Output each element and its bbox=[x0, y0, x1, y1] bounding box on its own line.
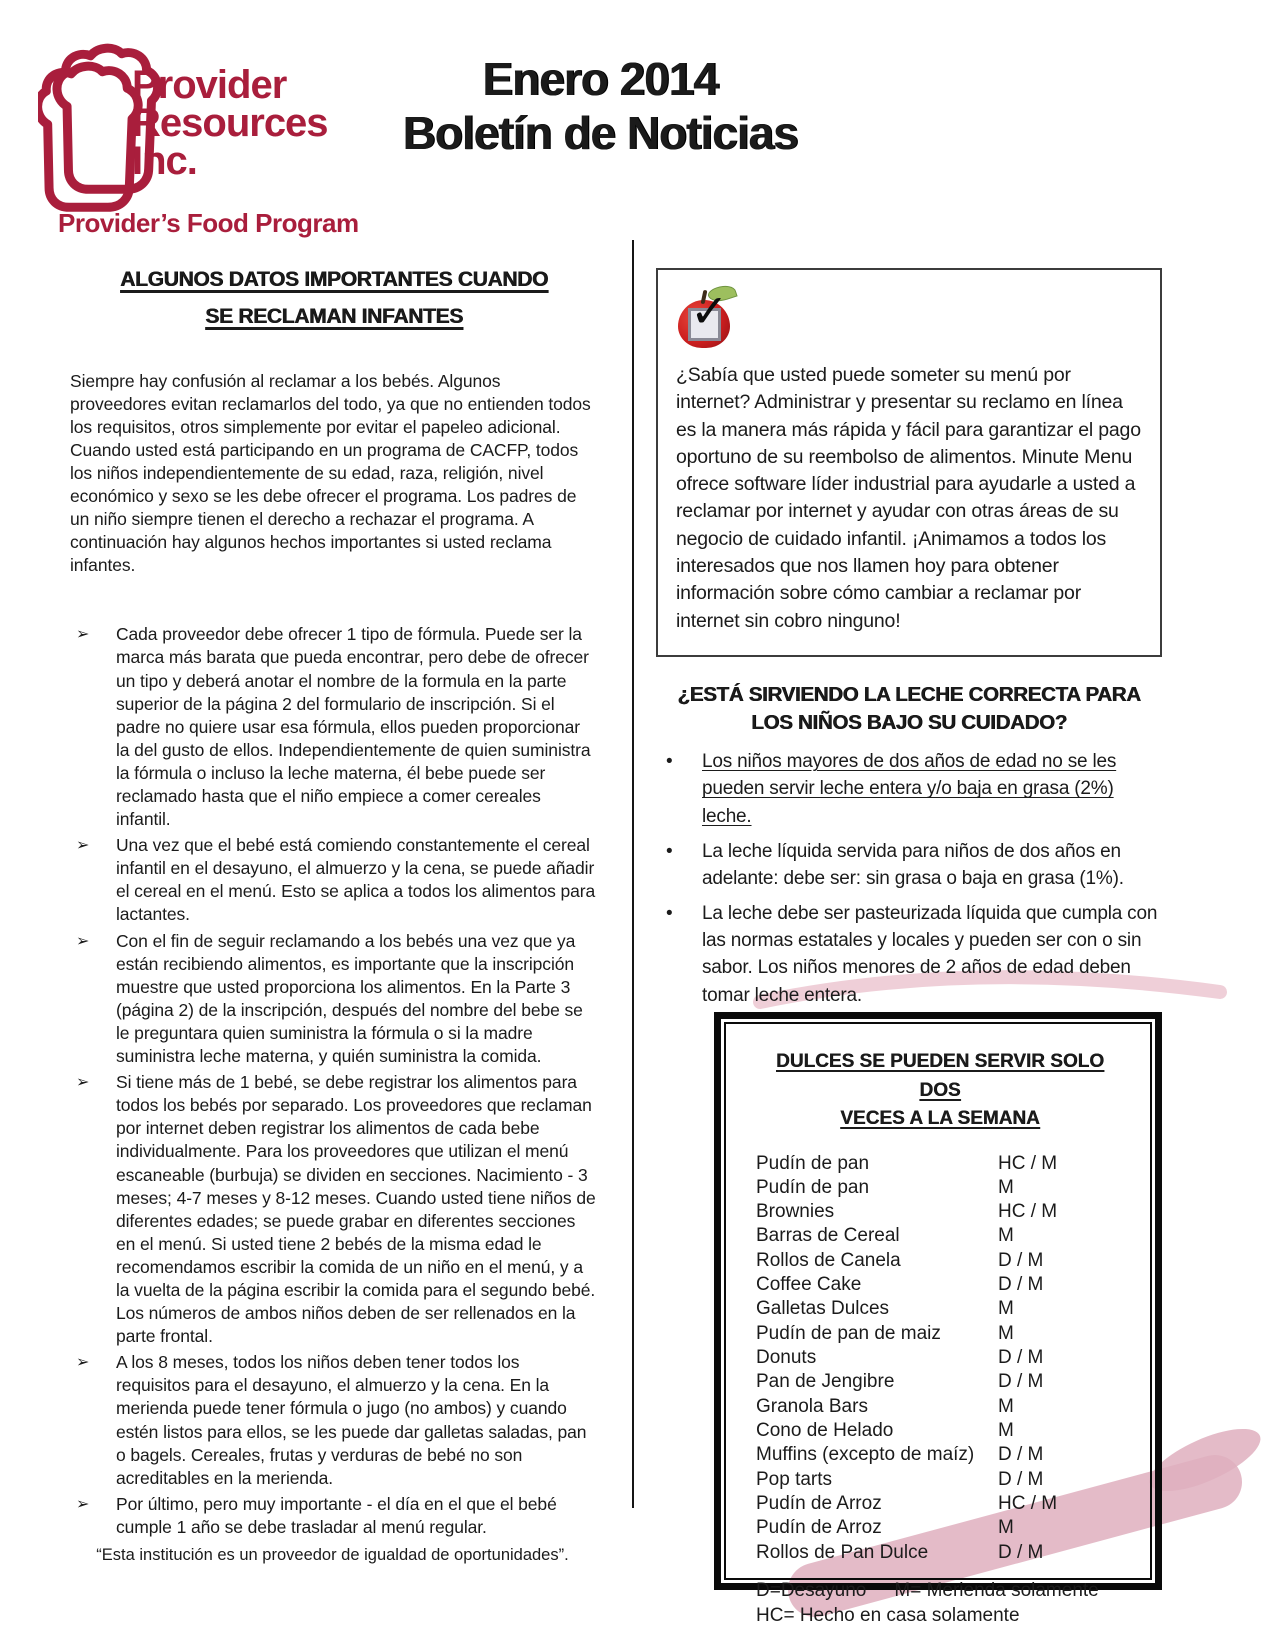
sweets-item-row bbox=[756, 1224, 1124, 1248]
infants-intro-paragraph: Siempre hay confusión al reclamar a los bebés. Algunos proveedores evitan reclamarlos del todo, ya que no entienden todos los requisitos, otros simplemente por evitar el papeleo adicional. Cuando usted está participando en un programa de CACFP, todos los niños independientemente de su edad, raza, religión, nivel económico y sexo se les debe ofrecer el programa. Los padres de un niño siempre tienen el derecho a rechazar el programa. A continuación hay algunos hechos importantes si usted reclama infantes. bbox=[70, 370, 591, 576]
sweets-item-row bbox=[756, 1176, 1124, 1200]
sweets-item-name: Pan de Jengibre bbox=[756, 1371, 895, 1393]
sweets-item-code: D / M bbox=[998, 1249, 1044, 1271]
sweets-item-name: Galletas Dulces bbox=[756, 1298, 890, 1320]
sweets-item-row bbox=[756, 1200, 1124, 1224]
sweets-item-code: D / M bbox=[998, 1371, 1044, 1393]
sweets-item-name: Rollos de Canela bbox=[756, 1249, 901, 1271]
infants-bullet-item bbox=[70, 623, 598, 831]
legend-hecho-en-casa: HC= Hecho en casa solamente bbox=[756, 1604, 1020, 1626]
arrow-bullet-icon: ➢ bbox=[76, 1352, 90, 1372]
sweets-item-name: Pudín de pan bbox=[756, 1152, 870, 1174]
sweets-item-code: M bbox=[998, 1419, 1014, 1441]
sweets-item-row bbox=[756, 1419, 1124, 1443]
sweets-item-code: M bbox=[998, 1517, 1014, 1539]
sweets-item-name: Pudín de pan bbox=[756, 1176, 870, 1198]
sweets-box bbox=[714, 1012, 1162, 1626]
milk-bullet-item bbox=[656, 838, 1162, 892]
infants-bullet-text: Si tiene más de 1 bebé, se debe registrar los alimentos para todos los bebés por separado. Los proveedores que reclaman por internet deben registrar los alimentos de cada bebe individualmente. Para los proveedores que utilizan el menú escaneable (burbuja) se dividen en secciones. Nacimiento - 3 meses; 4-7 meses y 8-12 meses. Cuando usted tiene niños de diferentes edades; se puede grabar en diferentes secciones en el menú. Si usted tiene 2 bebés de la misma edad le recomendamos escribir la comida de un niño en el menú, y a la vuelta de la página escribir la comida para el segundo bebé. Los números de ambos niños deben de ser rellenados en la parte frontal. bbox=[116, 1072, 596, 1347]
sweets-item-name: Cono de Helado bbox=[756, 1419, 894, 1441]
infants-bullet-text: Cada proveedor debe ofrecer 1 tipo de fórmula. Puede ser la marca más barata que pueda encontrar, pero debe de ofrecer un tipo y deberá anotar el nombre de la formula en la parte superior de la página 2 del formulario de inscripción. Si el padre no quiere usar esa fórmula, ellos pueden proporcionar la del gusto de ellos. Independientemente de quien suministra la fórmula o incluso la leche materna, él bebe puede ser reclamado hasta que el niño empiece a comer cereales infantil. bbox=[116, 624, 591, 830]
milk-bullet-text: La leche líquida servida para niños de dos años en adelante: debe ser: sin grasa o baja en grasa (1%). bbox=[702, 840, 1124, 889]
sweets-item-name: Coffee Cake bbox=[756, 1274, 862, 1296]
logo-text: Provider Resources Inc. bbox=[132, 63, 328, 183]
sweets-item-name: Pudín de pan de maiz bbox=[756, 1322, 941, 1344]
sweets-item-row bbox=[756, 1249, 1124, 1273]
sweets-item-row bbox=[756, 1443, 1124, 1467]
online-claims-text: ¿Sabía que usted puede someter su menú por internet? Administrar y presentar su reclamo en línea es la manera más rápida y fácil para garantizar el pago oportuno de su reembolso de alimentos. Minute Menu ofrece software líder industrial para ayudarle a usted a reclamar por internet y ayudar con otras áreas de su negocio de cuidado infantil. ¡Animamos a todos los interesados que nos llamen hoy para obtener información sobre cómo cambiar a reclamar por internet sin cobro ninguno! bbox=[676, 364, 1141, 632]
sweets-item-name: Muffins (excepto de maíz) bbox=[756, 1444, 975, 1466]
milk-bullet-text: La leche debe ser pasteurizada líquida que cumpla con las normas estatales y locales y pueden ser con o sin sabor. Los niños menores de 2 años de edad deben tomar leche entera. bbox=[702, 903, 1158, 1006]
sweets-legend bbox=[756, 1579, 1124, 1628]
arrow-bullet-icon: ➢ bbox=[76, 624, 90, 644]
milk-bullet-item bbox=[656, 748, 1162, 829]
sweets-item-row bbox=[756, 1273, 1124, 1297]
milk-bullet-list bbox=[656, 748, 1162, 1008]
arrow-bullet-icon: ➢ bbox=[76, 1072, 90, 1092]
sweets-item-name: Donuts bbox=[756, 1347, 817, 1368]
left-column bbox=[70, 262, 598, 1542]
sweets-item-row bbox=[756, 1516, 1124, 1540]
column-divider bbox=[632, 240, 634, 1508]
sweets-item-list bbox=[756, 1152, 1124, 1565]
sweets-item-row bbox=[756, 1322, 1124, 1346]
sweets-item-row bbox=[756, 1152, 1124, 1176]
infants-bullet-list bbox=[70, 623, 598, 1539]
sweets-item-code: M bbox=[998, 1298, 1014, 1320]
footer-quote: “Esta institución es un proveedor de igualdad de oportunidades”. bbox=[96, 1546, 569, 1564]
sweets-item-row bbox=[756, 1370, 1124, 1394]
infants-bullet-item bbox=[70, 1071, 598, 1348]
sweets-item-code: M bbox=[998, 1176, 1014, 1198]
infants-bullet-text: Una vez que el bebé está comiendo constantemente el cereal infantil en el desayuno, el almuerzo y la cena, se puede añadir el cereal en el menú. Esto se aplica a todos los alimentos para lactantes. bbox=[116, 835, 596, 925]
sweets-heading: DULCES SE PUEDEN SERVIR SOLO DOS VECES A LA SEMANA bbox=[776, 1051, 1104, 1129]
arrow-bullet-icon: ➢ bbox=[76, 1493, 90, 1513]
sweets-item-code: M bbox=[998, 1395, 1014, 1417]
sweets-item-name: Pop tarts bbox=[756, 1468, 833, 1490]
sweets-item-code: HC / M bbox=[998, 1492, 1058, 1514]
infants-bullet-item bbox=[70, 930, 598, 1069]
sweets-item-code: D / M bbox=[998, 1347, 1044, 1368]
milk-section-heading: ¿ESTÁ SIRVIENDO LA LECHE CORRECTA PARA LOS NIÑOS BAJO SU CUIDADO? bbox=[677, 682, 1141, 734]
infants-bullet-item bbox=[70, 834, 598, 926]
legend-desayuno: D=Desayuno bbox=[756, 1579, 867, 1601]
infants-bullet-item bbox=[70, 1493, 598, 1539]
dot-bullet-icon: • bbox=[666, 751, 673, 773]
sweets-item-row bbox=[756, 1395, 1124, 1419]
infants-section-heading: ALGUNOS DATOS IMPORTANTES CUANDO SE RECLAMAN INFANTES bbox=[120, 268, 548, 328]
sweets-box-inner bbox=[724, 1022, 1152, 1626]
infants-bullet-text: Con el fin de seguir reclamando a los bebés una vez que ya están recibiendo alimentos, es importante que la inscripción muestre que usted proporciona los alimentos. En la Parte 3 (página 2) de la inscripción, después del nombre del bebe se le preguntara quien suministra la fórmula o si la madre suministra leche materna, y quién suministra la comida. bbox=[116, 930, 583, 1067]
sweets-item-row bbox=[756, 1541, 1124, 1565]
sweets-item-code: HC / M bbox=[998, 1201, 1058, 1223]
newsletter-title-line1: Enero 2014 bbox=[482, 53, 718, 105]
sweets-item-name: Rollos de Pan Dulce bbox=[756, 1541, 929, 1563]
milk-bullet-text: Los niños mayores de dos años de edad no se les pueden servir leche entera y/o baja en grasa (2%) leche. bbox=[702, 751, 1117, 827]
sweets-item-name: Barras de Cereal bbox=[756, 1225, 900, 1247]
apple-check-icon: ✓ bbox=[676, 286, 740, 350]
sweets-item-code: D / M bbox=[998, 1274, 1044, 1296]
right-column bbox=[656, 268, 1162, 1017]
sweets-item-code: HC / M bbox=[998, 1152, 1058, 1174]
arrow-bullet-icon: ➢ bbox=[76, 835, 90, 855]
logo-tagline: Provider’s Food Program bbox=[58, 208, 359, 238]
sweets-item-code: M bbox=[998, 1225, 1014, 1247]
sweets-item-name: Brownies bbox=[756, 1201, 835, 1223]
sweets-item-name: Granola Bars bbox=[756, 1395, 868, 1417]
online-claims-box bbox=[656, 268, 1162, 657]
sweets-item-code: D / M bbox=[998, 1468, 1044, 1490]
arrow-bullet-icon: ➢ bbox=[76, 930, 90, 950]
sweets-item-row bbox=[756, 1346, 1124, 1370]
sweets-item-code: D / M bbox=[998, 1444, 1044, 1466]
dot-bullet-icon: • bbox=[666, 840, 673, 862]
infants-bullet-text: A los 8 meses, todos los niños deben tener todos los requisitos para el desayuno, el almuerzo y la cena. En la merienda puede tener fórmula o jugo (no ambos) y cuando estén listos para ellos, se les puede dar galletas saladas, pan o bagels. Cereales, frutas y verduras de bebé no son acreditables en la merienda. bbox=[116, 1352, 587, 1488]
legend-merienda: M= Merienda solamente bbox=[894, 1579, 1099, 1601]
dot-bullet-icon: • bbox=[666, 903, 673, 925]
sweets-item-code: M bbox=[998, 1322, 1014, 1344]
newsletter-title bbox=[350, 52, 850, 161]
sweets-item-row bbox=[756, 1468, 1124, 1492]
sweets-item-name: Pudín de Arroz bbox=[756, 1517, 882, 1539]
infants-bullet-item bbox=[70, 1351, 598, 1490]
milk-bullet-item bbox=[656, 900, 1162, 1009]
sweets-item-code: D / M bbox=[998, 1541, 1044, 1563]
sweets-item-row bbox=[756, 1492, 1124, 1516]
sweets-item-name: Pudín de Arroz bbox=[756, 1492, 882, 1514]
sweets-item-row bbox=[756, 1297, 1124, 1321]
newsletter-title-line2: Boletín de Noticias bbox=[402, 107, 798, 160]
infants-bullet-text: Por último, pero muy importante - el día en el que el bebé cumple 1 año se debe trasladar al menú regular. bbox=[116, 1493, 557, 1537]
provider-resources-logo bbox=[38, 40, 359, 238]
